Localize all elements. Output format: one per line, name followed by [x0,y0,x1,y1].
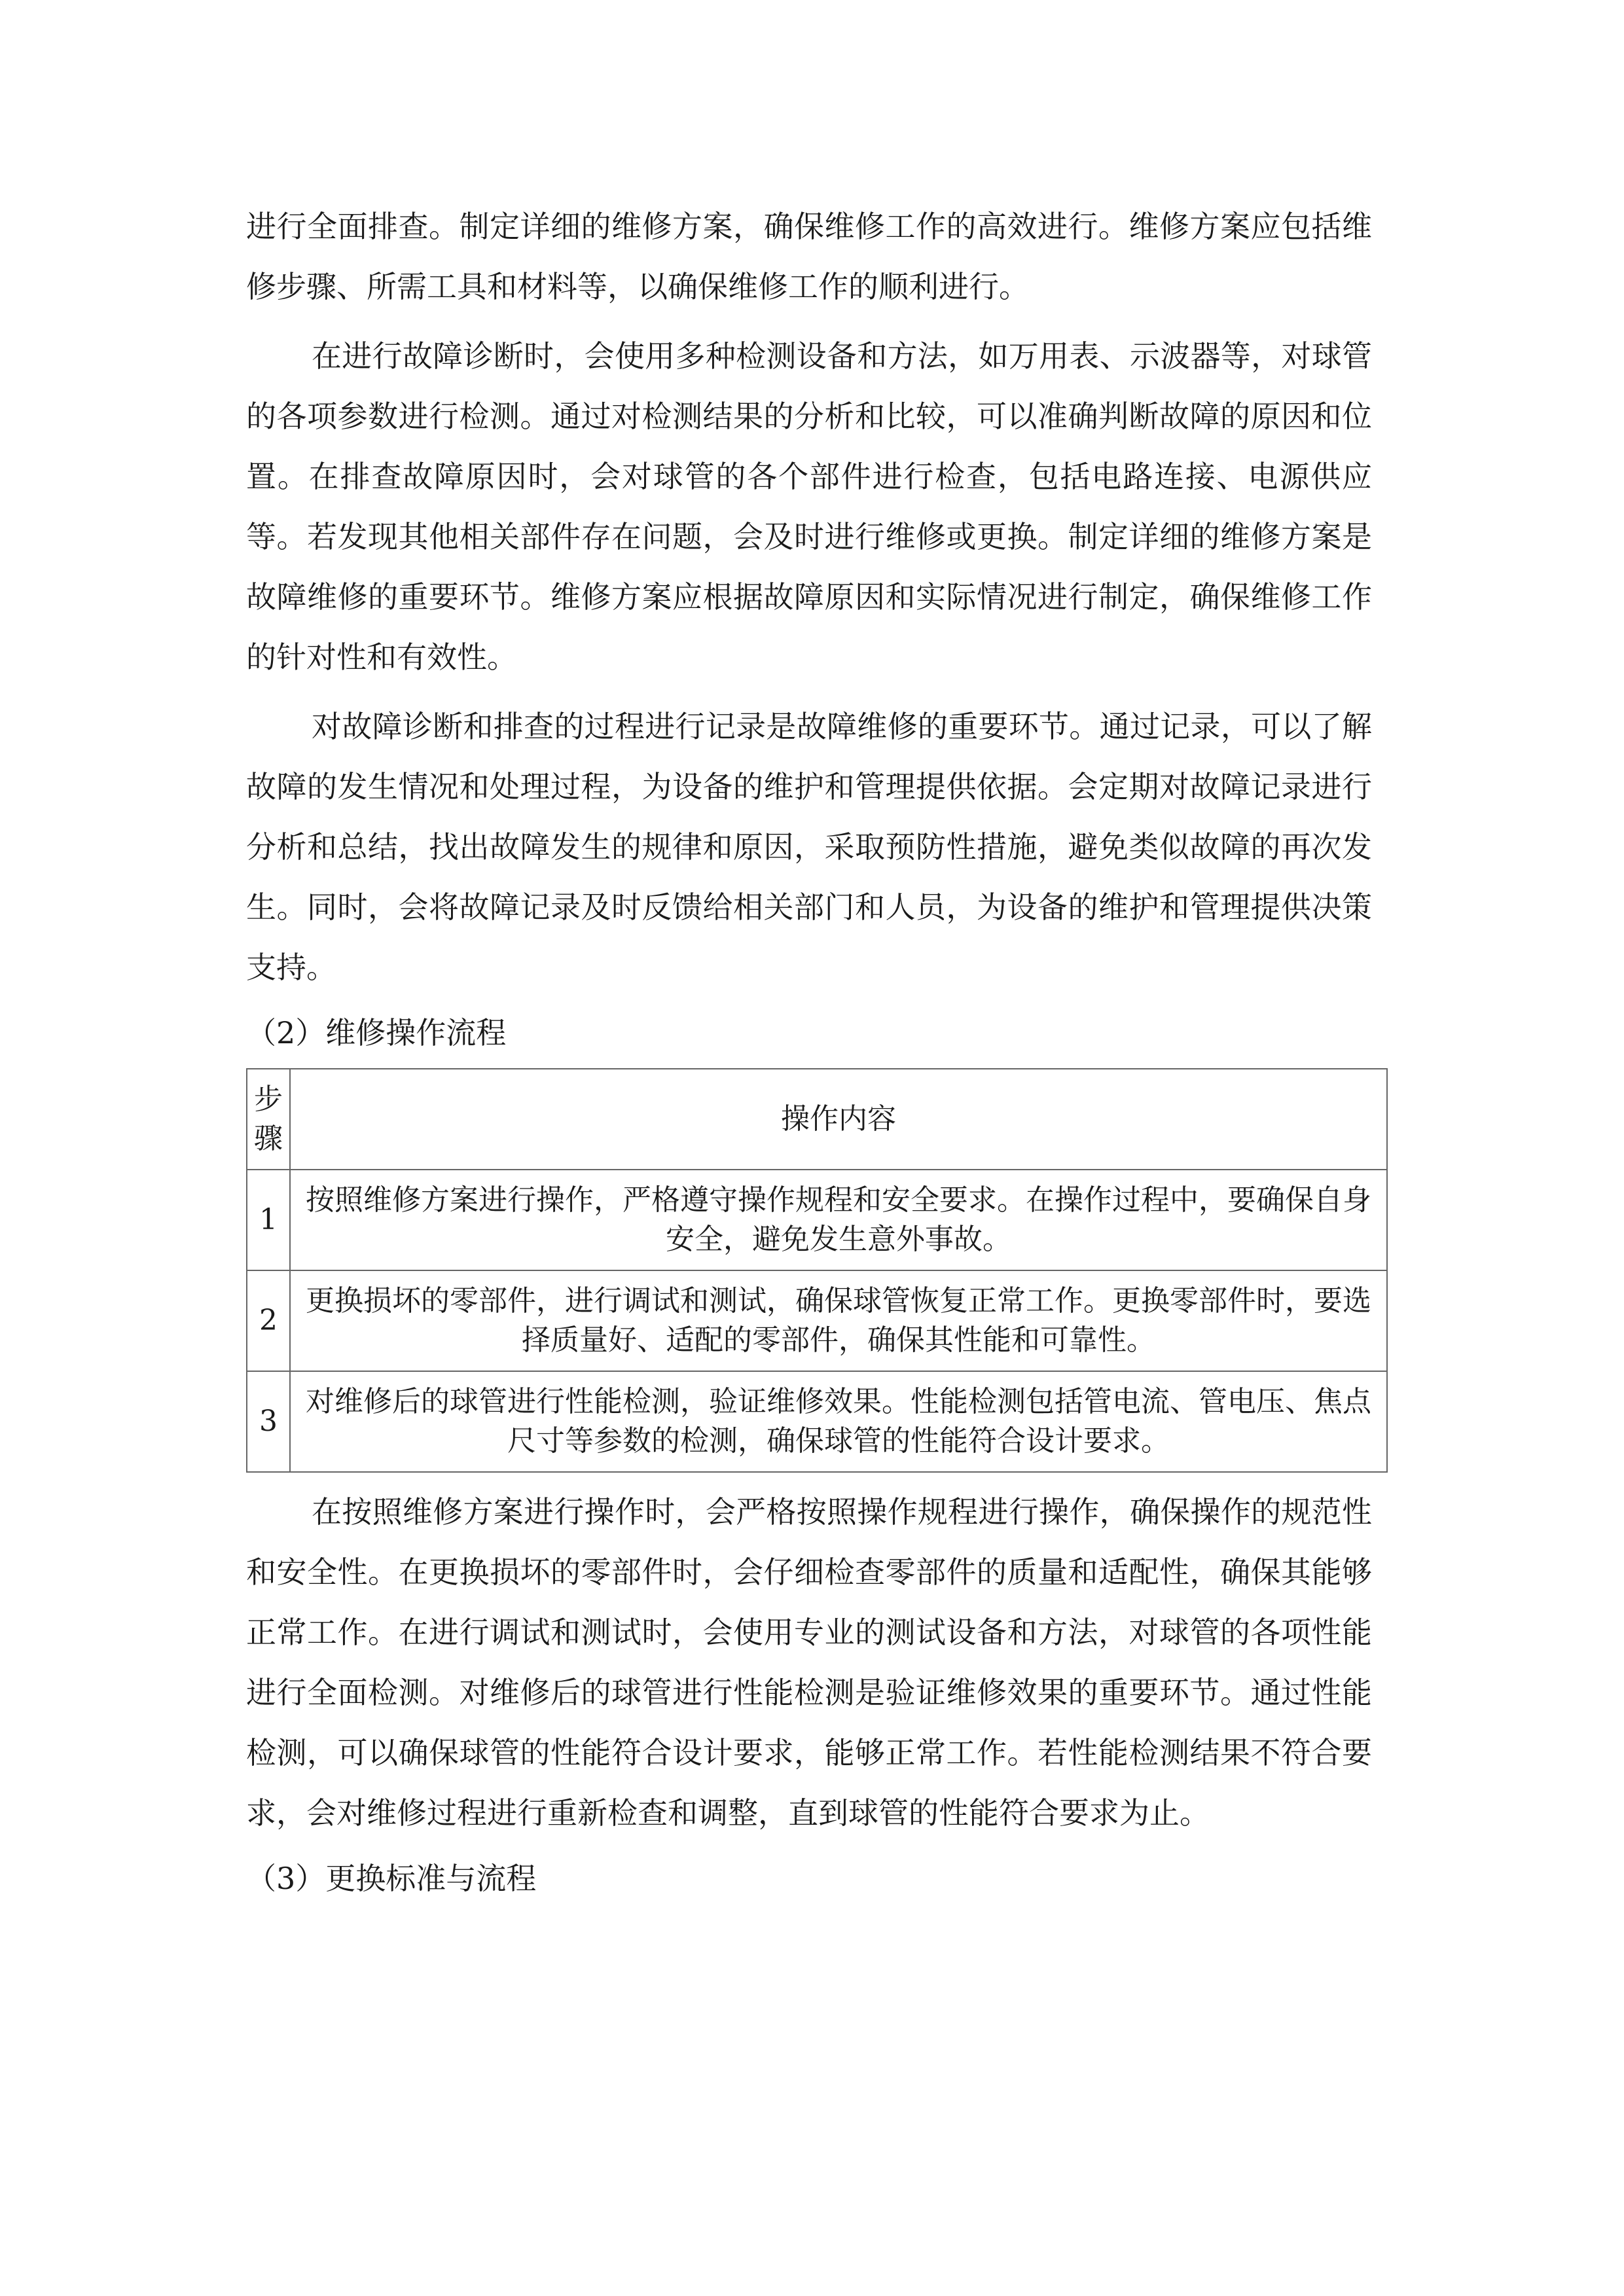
document-page [246,196,1372,1909]
paragraph-1: 进行全面排查。制定详细的维修方案，确保维修工作的高效进行。维修方案应包括维修步骤、所需工具和材料等，以确保维修工作的顺利进行。 [246,209,1372,304]
step-content: 对维修后的球管进行性能检测，验证维修效果。性能检测包括管电流、管电压、焦点尺寸等参数的检测，确保球管的性能符合设计要求。 [290,1371,1387,1472]
header-content: 操作内容 [290,1069,1387,1170]
step-content: 更换损坏的零部件，进行调试和测试，确保球管恢复正常工作。更换零部件时，要选择质量好、适配的零部件，确保其性能和可靠性。 [290,1270,1387,1371]
paragraph-after-table: 在按照维修方案进行操作时，会严格按照操作规程进行操作，确保操作的规范性和安全性。在更换损坏的零部件时，会仔细检查零部件的质量和适配性，确保其能够正常工作。在进行调试和测试时，会使用专业的测试设备和方法，对球管的各项性能进行全面检测。对维修后的球管进行性能检测是验证维修效果的重要环节。通过性能检测，可以确保球管的性能符合设计要求，能够正常工作。若性能检测结果不符合要求，会对维修过程进行重新检查和调整，直到球管的性能符合要求为止。 [246,1494,1372,1831]
step-content: 按照维修方案进行操作，严格遵守操作规程和安全要求。在操作过程中，要确保自身安全，避免发生意外事故。 [290,1170,1387,1270]
maintenance-steps-table [246,1068,1388,1473]
section-heading-3: （3）更换标准与流程 [246,1861,537,1896]
step-number: 1 [247,1170,290,1270]
table-header-row [247,1069,1387,1170]
step-number: 2 [247,1270,290,1371]
paragraph-2: 在进行故障诊断时，会使用多种检测设备和方法，如万用表、示波器等，对球管的各项参数进行检测。通过对检测结果的分析和比较，可以准确判断故障的原因和位置。在排查故障原因时，会对球管的各个部件进行检查，包括电路连接、电源供应等。若发现其他相关部件存在问题，会及时进行维修或更换。制定详细的维修方案是故障维修的重要环节。维修方案应根据故障原因和实际情况进行制定，确保维修工作的针对性和有效性。 [246,338,1372,675]
step-number: 3 [247,1371,290,1472]
header-step: 步骤 [247,1069,290,1170]
table-row [247,1170,1387,1270]
paragraph-3: 对故障诊断和排查的过程进行记录是故障维修的重要环节。通过记录，可以了解故障的发生情况和处理过程，为设备的维护和管理提供依据。会定期对故障记录进行分析和总结，找出故障发生的规律和原因，采取预防性措施，避免类似故障的再次发生。同时，会将故障记录及时反馈给相关部门和人员，为设备的维护和管理提供决策支持。 [246,709,1372,985]
table-row [247,1270,1387,1371]
section-heading-2: （2）维修操作流程 [246,1015,507,1050]
table-row [247,1371,1387,1472]
